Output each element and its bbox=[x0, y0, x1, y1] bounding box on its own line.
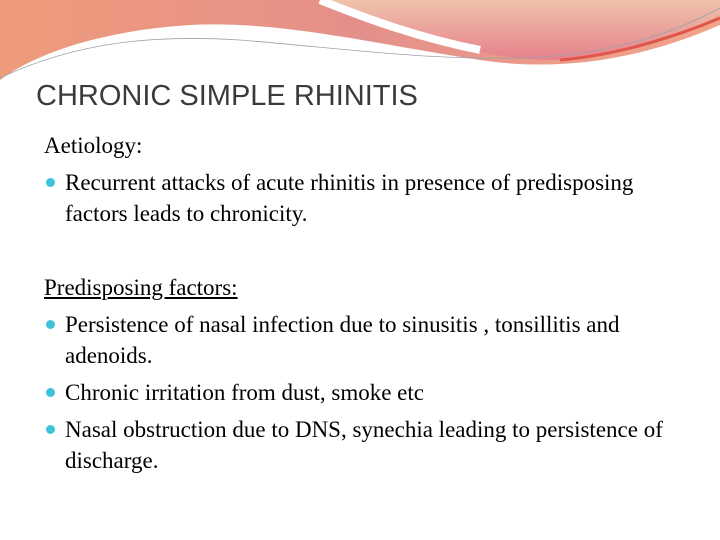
bullet-icon bbox=[46, 178, 55, 187]
bullet-icon bbox=[46, 388, 55, 397]
aetiology-heading: Aetiology: bbox=[44, 133, 143, 158]
bullet-text: Nasal obstruction due to DNS, synechia leading to persistence of discharge. bbox=[65, 417, 663, 473]
bullet-text: Persistence of nasal infection due to sinusitis , tonsillitis and adenoids. bbox=[65, 312, 620, 368]
list-item bbox=[44, 309, 684, 371]
bullet-text: Chronic irritation from dust, smoke etc bbox=[65, 380, 424, 405]
header-wave-decoration bbox=[0, 0, 720, 90]
bullet-text: Recurrent attacks of acute rhinitis in presence of predisposing factors leads to chronicity. bbox=[65, 170, 634, 226]
slide-body bbox=[44, 130, 684, 476]
predisposing-factors-heading: Predisposing factors: bbox=[44, 275, 238, 300]
slide-title: CHRONIC SIMPLE RHINITIS bbox=[36, 80, 418, 112]
list-item bbox=[44, 414, 684, 476]
bullet-icon bbox=[46, 320, 55, 329]
list-item bbox=[44, 377, 684, 408]
list-item bbox=[44, 167, 684, 229]
bullet-icon bbox=[46, 425, 55, 434]
